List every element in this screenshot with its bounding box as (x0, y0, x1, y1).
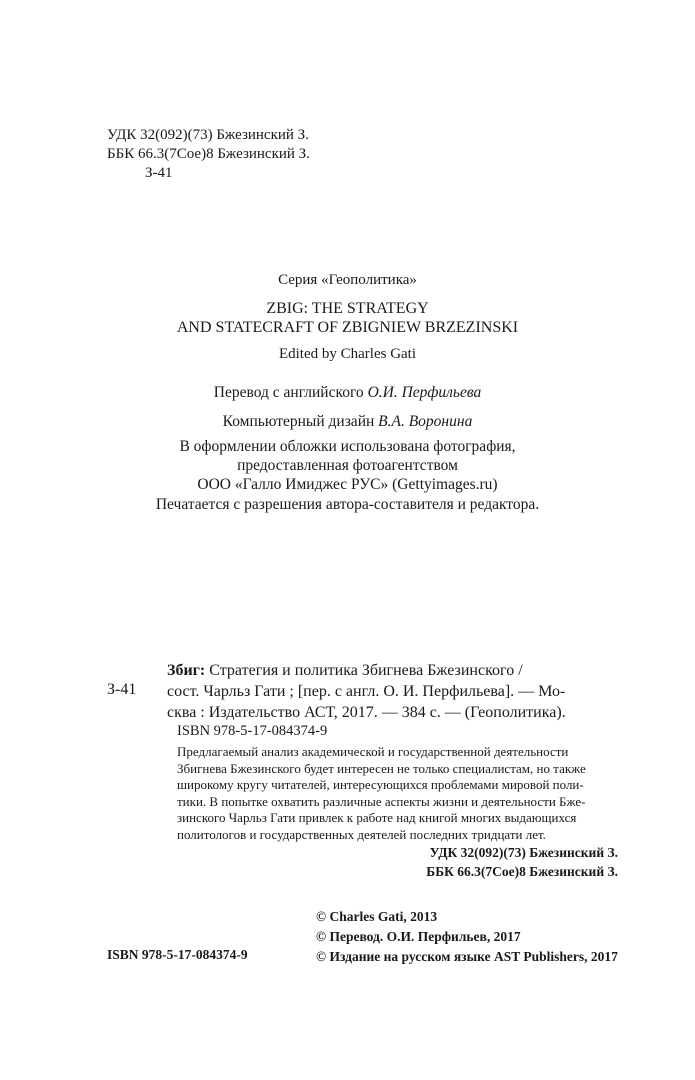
copyright-line: © Перевод. О.И. Перфильев, 2017 (316, 929, 521, 944)
abstract-line: зинского Чарльз Гати привлек к работе над книгой многих выдающихся (177, 810, 577, 826)
photo-credit-line-1: В оформлении обложки использована фотография, (179, 438, 516, 455)
photo-credit-line-2: предоставленная фотоагентством (237, 457, 458, 474)
catalog-author-mark: З-41 (107, 681, 137, 698)
catalog-isbn: ISBN 978-5-17-084374-9 (177, 723, 328, 739)
author-mark: З-41 (145, 165, 173, 181)
catalog-line-3: сква : Издательство АСТ, 2017. — 384 с. — (Геополитика). (167, 704, 566, 721)
catalog-line-1-rest: Стратегия и политика Збигнева Бжезинского / (209, 662, 523, 679)
catalog-line-2: сост. Чарльз Гати ; [пер. с англ. О. И. Перфильева]. — Мо- (167, 683, 566, 700)
original-title-line-2: AND STATECRAFT OF ZBIGNIEW BRZEZINSKI (176, 319, 519, 336)
designer-name: В.А. Воронина (378, 413, 473, 430)
bbk-code: ББК 66.3(7Сое)8 Бжезинский З. (107, 146, 310, 162)
translator-name: О.И. Перфильева (367, 384, 482, 401)
catalog-udk: УДК 32(092)(73) Бжезинский З. (429, 845, 618, 860)
translation-label: Перевод с английского (213, 384, 364, 401)
copyright-block (316, 907, 618, 967)
catalog-line-1 (167, 660, 593, 681)
classification-block (107, 126, 310, 183)
abstract (177, 744, 586, 844)
abstract-line: Предлагаемый анализ академической и государственной деятельности (177, 744, 569, 759)
translation-credit (0, 384, 695, 402)
catalog-codes (330, 843, 618, 881)
udk-code: УДК 32(092)(73) Бжезинский З. (107, 127, 309, 143)
series-name: Серия «Геополитика» (278, 272, 417, 288)
design-credit (0, 413, 695, 431)
original-title-line-1: ZBIG: THE STRATEGY (266, 300, 429, 317)
copyright-line: © Charles Gati, 2013 (316, 909, 438, 924)
abstract-line: Збигнева Бжезинского будет интересен не только специалистам, но также (177, 760, 586, 776)
original-title (0, 299, 695, 337)
abstract-line: политологов и государственных деятелей последних тридцати лет. (177, 826, 546, 842)
photo-credit-line-3: ООО «Галло Имиджес РУС» (Gettyimages.ru) (197, 476, 498, 493)
edited-by: Edited by Charles Gati (278, 346, 417, 362)
abstract-line: тики. В попытке охватить различные аспекты жизни и деятельности Бже- (177, 793, 586, 809)
catalog-title: Збиг: (167, 662, 206, 679)
catalog-entry (167, 660, 593, 723)
photo-credit (0, 437, 695, 494)
footer-isbn: ISBN 978-5-17-084374-9 (107, 947, 248, 962)
abstract-line: широкому кругу читателей, интересующихся проблемами мировой поли- (177, 777, 584, 793)
design-label: Компьютерный дизайн (222, 413, 375, 430)
copyright-line: © Издание на русском языке AST Publishers, 2017 (316, 949, 618, 964)
permission-note: Печатается с разрешения автора-составителя и редактора. (155, 496, 540, 513)
catalog-bbk: ББК 66.3(7Сое)8 Бжезинский З. (426, 864, 618, 879)
